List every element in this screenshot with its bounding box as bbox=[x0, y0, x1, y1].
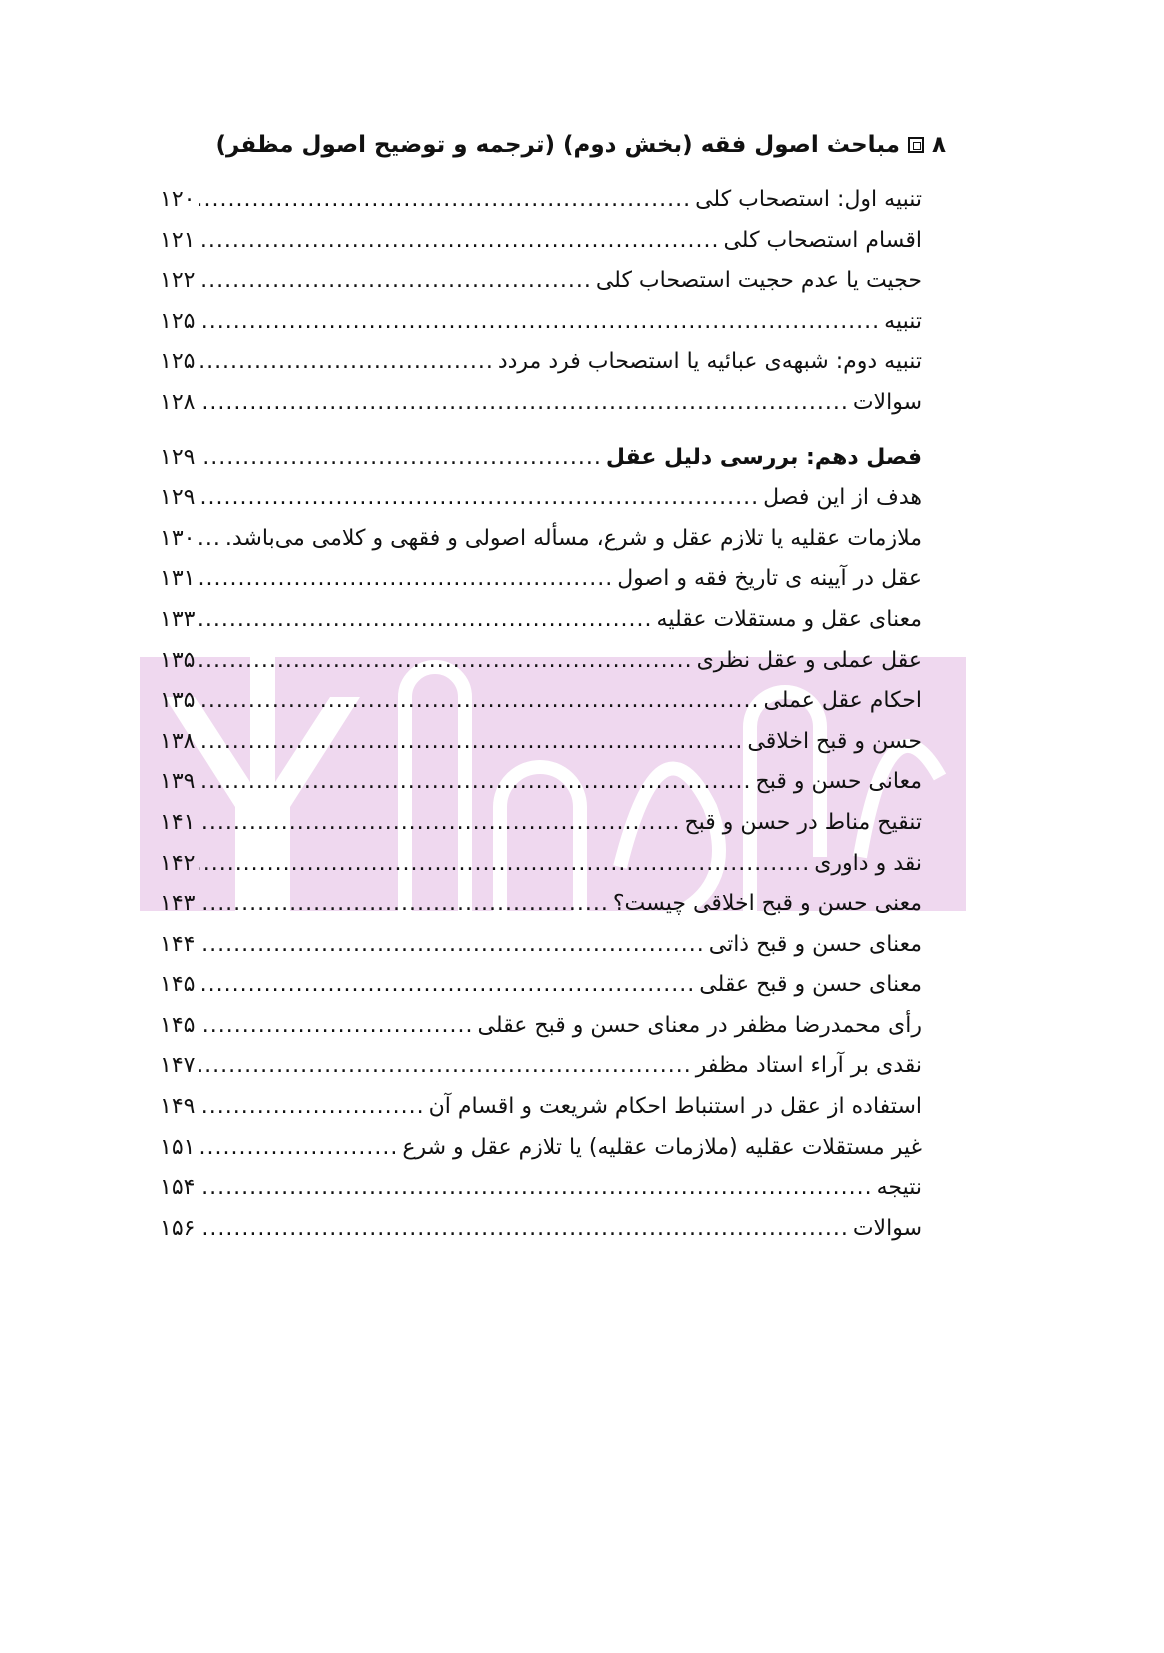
page-header bbox=[216, 132, 947, 158]
toc-entry[interactable] bbox=[160, 891, 922, 932]
dot-leader bbox=[199, 1013, 473, 1038]
toc-entry[interactable] bbox=[160, 769, 922, 810]
toc-entry-title: ملازمات عقلیه یا تلازم عقل و شرع، مسأله اصولی و فقهی و کلامی می‌باشد. bbox=[224, 525, 922, 551]
toc-entry[interactable] bbox=[160, 268, 922, 309]
toc-entry-title: رأی محمدرضا مظفر در معنای حسن و قبح عقلی bbox=[477, 1012, 922, 1038]
dot-leader bbox=[199, 485, 759, 510]
dot-leader bbox=[199, 526, 220, 551]
toc-entry-title: نقد و داوری bbox=[814, 850, 922, 876]
toc-entry-page: ۱۵۴ bbox=[160, 1175, 196, 1201]
toc-entry[interactable] bbox=[160, 485, 922, 526]
toc-entry-title: هدف از این فصل bbox=[763, 485, 922, 511]
toc-entry-page: ۱۳۵ bbox=[160, 688, 196, 714]
toc-entry-page: ۱۲۰ bbox=[160, 187, 196, 212]
toc-chapter-entry[interactable] bbox=[160, 445, 922, 486]
dot-leader bbox=[199, 972, 695, 997]
toc-entry-page: ۱۲۵ bbox=[160, 349, 196, 375]
toc-entry-title: معنای حسن و قبح ذاتی bbox=[708, 931, 922, 957]
toc-entry-page: ۱۲۸ bbox=[160, 389, 196, 415]
dot-leader bbox=[199, 187, 691, 212]
page-number: ۸ bbox=[931, 132, 946, 158]
dot-leader bbox=[199, 309, 880, 334]
toc-entry-page: ۱۳۰ bbox=[160, 525, 196, 551]
dot-leader bbox=[199, 1175, 872, 1200]
toc-entry-page: ۱۴۷ bbox=[160, 1053, 196, 1079]
toc-entry[interactable] bbox=[160, 1094, 922, 1135]
toc-entry-title: غیر مستقلات عقلیه (ملازمات عقلیه) یا تلازم عقل و شرع bbox=[402, 1134, 922, 1160]
dot-leader bbox=[199, 891, 608, 916]
dot-leader bbox=[199, 228, 719, 253]
toc-entry-page: ۱۲۱ bbox=[160, 227, 196, 253]
toc-entry-page: ۱۵۶ bbox=[160, 1215, 196, 1241]
square-ornament-icon bbox=[908, 137, 924, 153]
dot-leader bbox=[199, 810, 680, 835]
toc-entry-title: نتیجه bbox=[876, 1175, 922, 1201]
toc-entry[interactable] bbox=[160, 688, 922, 729]
dot-leader bbox=[199, 769, 751, 794]
toc-entry-page: ۱۴۴ bbox=[160, 931, 196, 957]
dot-leader bbox=[199, 932, 704, 957]
toc-entry-title: فصل دهم: بررسی دلیل عقل bbox=[605, 444, 922, 470]
toc-entry[interactable] bbox=[160, 309, 922, 350]
toc-entry-page: ۱۴۵ bbox=[160, 1012, 196, 1038]
toc-entry-page: ۱۲۲ bbox=[160, 268, 196, 294]
toc-entry-title: حجیت یا عدم حجیت استصحاب کلی bbox=[595, 268, 922, 294]
toc-entry[interactable] bbox=[160, 851, 922, 892]
toc-entry[interactable] bbox=[160, 1135, 922, 1176]
dot-leader bbox=[199, 1053, 691, 1078]
toc-entry-page: ۱۲۹ bbox=[160, 485, 196, 511]
dot-leader bbox=[199, 1135, 398, 1160]
dot-leader bbox=[199, 1094, 424, 1119]
toc-entry-title: عقل در آیینه ی تاریخ فقه و اصول bbox=[617, 566, 922, 592]
toc-entry-page: ۱۴۳ bbox=[160, 891, 196, 917]
toc-entry-title: تنبیه اول: استصحاب کلی bbox=[695, 187, 922, 212]
toc-entry[interactable] bbox=[160, 390, 922, 431]
toc-entry[interactable] bbox=[160, 607, 922, 648]
toc-entry[interactable] bbox=[160, 228, 922, 269]
toc-entry-title: حسن و قبح اخلاقی bbox=[747, 728, 922, 754]
dot-leader bbox=[199, 349, 493, 374]
toc-entry-title: تنقیح مناط در حسن و قبح bbox=[684, 809, 922, 835]
toc-entry-page: ۱۳۹ bbox=[160, 769, 196, 795]
toc-entry[interactable] bbox=[160, 349, 922, 390]
toc-entry-title: تنبیه bbox=[884, 308, 922, 334]
toc-entry-title: احکام عقل عملی bbox=[763, 688, 922, 714]
dot-leader bbox=[199, 390, 848, 415]
toc-entry-title: معنای حسن و قبح عقلی bbox=[699, 972, 922, 998]
toc-entry-page: ۱۴۵ bbox=[160, 972, 196, 998]
toc-entry-page: ۱۳۸ bbox=[160, 728, 196, 754]
toc-entry-page: ۱۴۱ bbox=[160, 809, 196, 835]
dot-leader bbox=[199, 1216, 848, 1241]
toc-entry[interactable] bbox=[160, 1013, 922, 1054]
toc-entry-page: ۱۵۱ bbox=[160, 1134, 196, 1160]
toc-entry-title: معانی حسن و قبح bbox=[755, 769, 922, 795]
dot-leader bbox=[199, 851, 810, 876]
toc-entry-title: سوالات bbox=[852, 389, 922, 415]
toc-entry[interactable] bbox=[160, 526, 922, 567]
toc-entry-page: ۱۴۲ bbox=[160, 850, 196, 876]
toc-entry-title: اقسام استصحاب کلی bbox=[723, 227, 922, 253]
toc-entry[interactable] bbox=[160, 1053, 922, 1094]
dot-leader bbox=[199, 445, 601, 470]
toc-entry[interactable] bbox=[160, 1175, 922, 1216]
toc-entry[interactable] bbox=[160, 566, 922, 607]
toc-entry[interactable] bbox=[160, 810, 922, 851]
toc-entry[interactable] bbox=[160, 187, 922, 228]
toc-entry-page: ۱۳۱ bbox=[160, 566, 196, 592]
toc-entry-page: ۱۳۵ bbox=[160, 647, 196, 673]
toc-entry-title: معنی حسن و قبح اخلاقی چیست؟ bbox=[612, 891, 922, 917]
toc-entry[interactable] bbox=[160, 932, 922, 973]
toc-entry[interactable] bbox=[160, 648, 922, 689]
toc-entry-title: عقل عملی و عقل نظری bbox=[696, 647, 922, 673]
dot-leader bbox=[199, 607, 652, 632]
toc-entry-page: ۱۲۵ bbox=[160, 308, 196, 334]
dot-leader bbox=[199, 688, 759, 713]
toc-entry-page: ۱۳۳ bbox=[160, 606, 196, 632]
toc-entry[interactable] bbox=[160, 972, 922, 1013]
toc-entry-title: نقدی بر آراء استاد مظفر bbox=[695, 1053, 922, 1079]
toc-entry-title: استفاده از عقل در استنباط احکام شریعت و اقسام آن bbox=[428, 1094, 922, 1120]
toc-entry-title: معنای عقل و مستقلات عقلیه bbox=[656, 606, 922, 632]
toc-entry-page: ۱۲۹ bbox=[160, 444, 196, 470]
toc-entry[interactable] bbox=[160, 1216, 922, 1257]
toc-entry-page: ۱۴۹ bbox=[160, 1094, 196, 1120]
dot-leader bbox=[199, 268, 591, 293]
toc-entry-title: تنبیه دوم: شبهه‌ی عبائیه یا استصحاب فرد مردد bbox=[497, 349, 922, 375]
dot-leader bbox=[199, 566, 613, 591]
dot-leader bbox=[199, 729, 743, 754]
dot-leader bbox=[199, 648, 692, 673]
book-title: مباحث اصول فقه (بخش دوم) (ترجمه و توضیح اصول مظفر) bbox=[215, 132, 900, 158]
toc-entry[interactable] bbox=[160, 729, 922, 770]
table-of-contents bbox=[160, 187, 922, 1256]
toc-entry-title: سوالات bbox=[852, 1215, 922, 1241]
